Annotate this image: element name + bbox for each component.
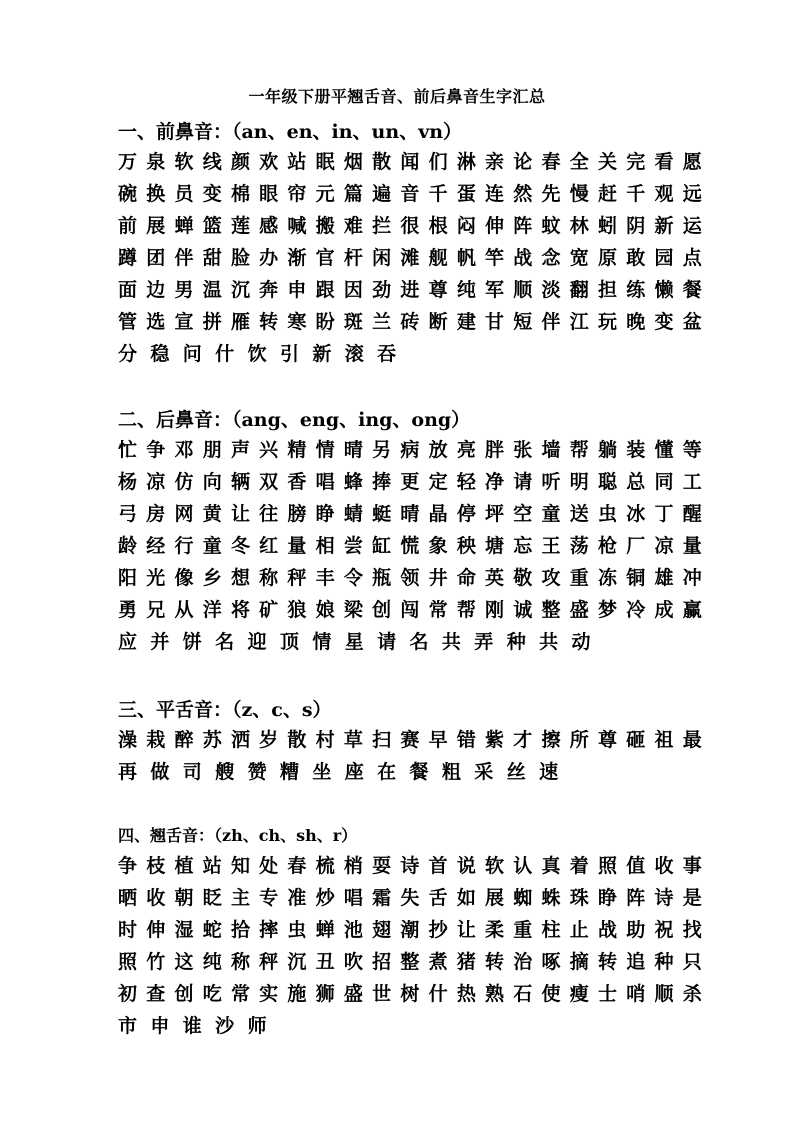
section-heading: 一、前鼻音：（an、en、in、un、vn） [118, 121, 463, 143]
char-row: 万 泉 软 线 颜 欢 站 眠 烟 散 闻 们 淋 亲 论 春 全 关 完 看 愿 [118, 151, 702, 173]
char-row: 应 并 饼 名 迎 顶 情 星 请 名 共 弄 种 共 动 [118, 631, 591, 653]
char-row: 勇 兄 从 洋 将 矿 狼 娘 梁 创 闯 常 帮 刚 诚 整 盛 梦 冷 成 赢 [118, 599, 702, 621]
char-row: 阳 光 像 乡 想 称 秤 丰 令 瓶 领 井 命 英 敬 攻 重 冻 铜 雄 冲 [118, 567, 702, 589]
char-row: 澡 栽 醉 苏 洒 岁 散 村 草 扫 赛 早 错 紫 才 擦 所 尊 砸 祖 最 [118, 729, 702, 751]
char-row: 蹲 团 伴 甜 脸 办 渐 官 杆 闲 滩 舰 帆 竿 战 念 宽 原 敢 园 点 [118, 247, 702, 269]
char-row: 争 枝 植 站 知 处 春 梳 梢 耍 诗 首 说 软 认 真 着 照 值 收 事 [118, 855, 702, 877]
char-rows [118, 146, 718, 370]
section-flat-tongue [118, 696, 718, 788]
char-rows [118, 724, 718, 788]
char-row: 时 伸 湿 蛇 拾 摔 虫 蝉 池 翅 潮 抄 让 柔 重 柱 止 战 助 祝 找 [118, 919, 702, 941]
section-retroflex [118, 822, 718, 1042]
section-back-nasal [118, 406, 718, 658]
char-row: 杨 凉 仿 向 辆 双 香 唱 蜂 捧 更 定 轻 净 请 听 明 聪 总 同 工 [118, 471, 702, 493]
char-row: 再 做 司 艘 赞 糟 坐 座 在 餐 粗 采 丝 速 [118, 761, 559, 783]
char-row: 面 边 男 温 沉 奔 申 跟 因 劲 进 尊 纯 军 顺 淡 翻 担 练 懒 餐 [118, 279, 702, 301]
section-heading: 二、后鼻音：（ang、eng、ing、ong） [118, 409, 471, 431]
section-heading: 三、平舌音：（z、c、s） [118, 699, 332, 721]
char-row: 碗 换 员 变 棉 眼 帘 元 篇 遍 音 千 蛋 连 然 先 慢 赶 千 观 远 [118, 183, 702, 205]
char-row: 龄 经 行 童 冬 红 量 相 尝 缸 慌 象 秧 塘 忘 王 荡 枪 厂 凉 量 [118, 535, 702, 557]
char-row: 初 查 创 吃 常 实 施 狮 盛 世 树 什 热 熟 石 使 瘦 士 哨 顺 杀 [118, 983, 702, 1005]
page-title: 一年级下册平翘舌音、前后鼻音生字汇总 [248, 87, 546, 106]
char-row: 照 竹 这 纯 称 秤 沉 丑 吹 招 整 煮 猪 转 治 啄 摘 转 追 种 只 [118, 951, 702, 973]
char-row: 弓 房 网 黄 让 往 膀 睁 蜻 蜓 晴 晶 停 坪 空 童 送 虫 冰 丁 醒 [118, 503, 702, 525]
char-row: 管 选 宣 拼 雁 转 寒 盼 斑 兰 砖 断 建 甘 短 伴 江 玩 晚 变 盆 [118, 311, 702, 333]
section-heading: 四、翘舌音：（zh、ch、sh、r） [118, 826, 358, 845]
char-row: 晒 收 朝 眨 主 专 准 炒 唱 霜 失 舌 如 展 蜘 蛛 珠 睁 阵 诗 是 [118, 887, 702, 909]
char-row: 市 申 谁 沙 师 [118, 1015, 267, 1037]
char-rows [118, 850, 718, 1042]
char-row: 忙 争 邓 朋 声 兴 精 情 晴 另 病 放 亮 胖 张 墙 帮 躺 装 懂 等 [118, 439, 702, 461]
char-rows [118, 434, 718, 658]
section-front-nasal [118, 118, 718, 370]
char-row: 分 稳 问 什 饮 引 新 滚 吞 [118, 343, 397, 365]
char-row: 前 展 蝉 篮 莲 感 喊 搬 难 拦 很 根 闷 伸 阵 蚊 林 蚓 阴 新 运 [118, 215, 702, 237]
